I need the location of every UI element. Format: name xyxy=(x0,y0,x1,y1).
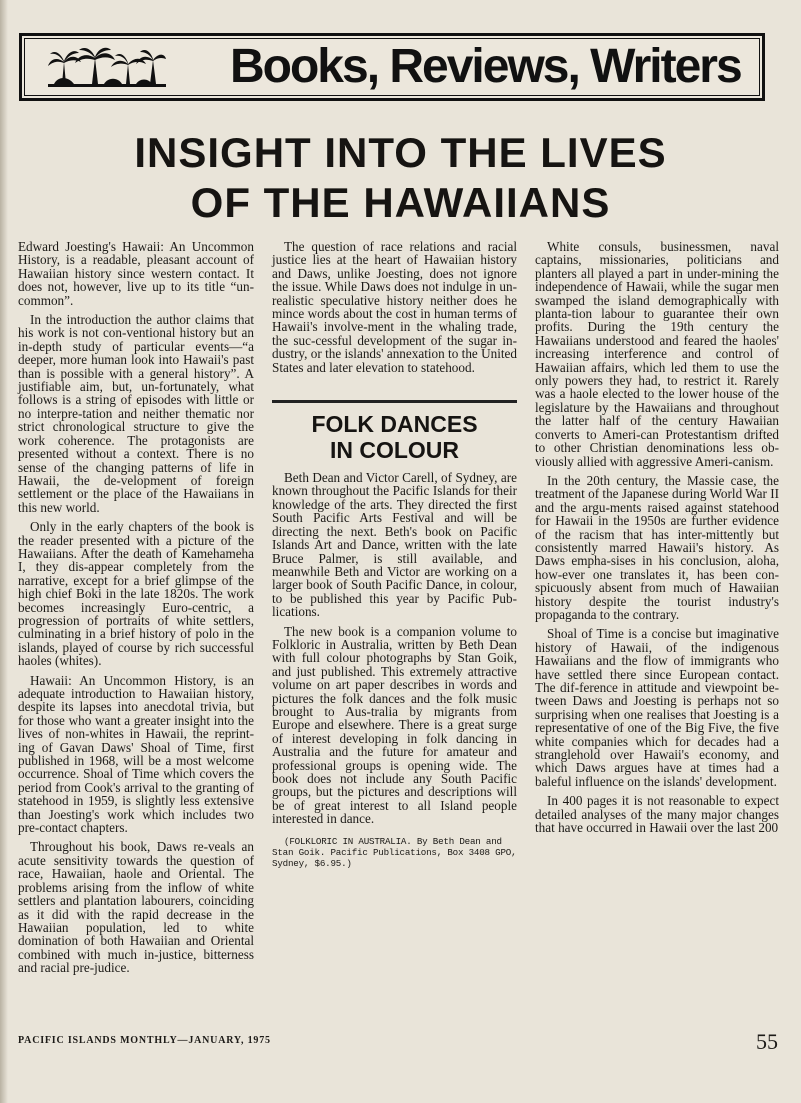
article-column-3 xyxy=(535,240,779,840)
article-headline xyxy=(0,128,801,228)
palm-trees-logo-icon xyxy=(48,46,166,90)
article-paragraph: In the introduction the author claims that his work is not con-ventional history but an in-depth study of particular events—“a deeper, more human look into Hawaii's past than is possible with a general history”. A justifiable aim, but, un-fortunately, what follows is a string of episodes with little or no interpre-tation and neither thematic nor strict chronological structure to give the work coherence. The protagonists are presented without a context. There is no sense of the changing patterns of life in Hawaii, the de-velopment of foreign settlement or the place of the Hawaiians in this new world. xyxy=(18,312,254,515)
folk-dances-headline-line-1: FOLK DANCES xyxy=(311,411,478,438)
section-masthead xyxy=(19,33,765,101)
article-column-2 xyxy=(272,240,517,869)
article-column-1 xyxy=(18,240,254,981)
article-paragraph: White consuls, businessmen, naval captains, missionaries, politicians and planters all played a part in under-mining the independence of Hawaii, while the sugar men swamped the island demographically with planta-tion labour to guarantee their own profits. During the 19th century the Hawaiians understood and feared the haoles' increasing interference and control of Hawaiian affairs, which led them to use the only powers they had, to restrict it. Rarely was a haole elected to the lower house of the legislature by the Hawaiians and throughout the latter half of the century Hawaiian converts to Ameri-can Protestantism drifted to other Christian denominations less ob-viously allied with aggressive Ameri-canism. xyxy=(535,239,779,469)
article-paragraph: Only in the early chapters of the book is the reader presented with a picture of the Hawaiians. After the death of Kamehameha I, they dis-appear completely from the narrative, except for a brief glimpse of the high chief Boki in the late 1820s. The work becomes increasingly Euro-centric, a progression of portraits of white settlers, culminating in a brief history of polo in the islands, played of course by rich successful haoles (whites). xyxy=(18,519,254,669)
section-title: Books, Reviews, Writers xyxy=(230,40,741,93)
headline-line-1: INSIGHT INTO THE LIVES xyxy=(134,129,667,176)
article-paragraph: The question of race relations and racial justice lies at the heart of Hawaiian history and Daws, unlike Joesting, does not ignore the issue. While Daws does not indulge in un-realistic speculative history neither does he mince words about the cost in human terms of Hawaii's involve-ment in the whaling trade, the suc-cessful development of the sugar in-dustry, or the islands' annexation to the United States and later elevation to statehood. xyxy=(272,239,517,375)
page-number: 55 xyxy=(756,1029,778,1054)
article-paragraph: Edward Joesting's Hawaii: An Uncommon History, is a readable, pleasant account of Hawaiian history since western contact. It does not, however, live up to its title “un-common”. xyxy=(18,239,254,308)
folk-dances-paragraph: Beth Dean and Victor Carell, of Sydney, are known throughout the Pacific Islands for their knowledge of the arts. They directed the first South Pacific Arts Festival and will be directing the next. Beth's book on Pacific Islands Art and Dance, written with the late Bruce Palmer, is still available, and meanwhile Beth and Victor are working on a larger book of South Pacific Dance, in colour, to be published this year by Pacific Pub-lications. xyxy=(272,470,517,620)
article-paragraph: Hawaii: An Uncommon History, is an adequate introduction to Hawaiian history, despite its lapses into anecdotal trivia, but for those who want a greater insight into the lives of non-whites in Hawaii, the reprint-ing of Gavan Daws' Shoal of Time, first published in 1968, will be a most welcome occurrence. Shoal of Time which covers the period from Cook's arrival to the granting of statehood in 1959, is slightly less extensive than Joesting's work which includes two pre-contact chapters. xyxy=(18,672,254,836)
folk-dances-headline-line-2: IN COLOUR xyxy=(329,437,460,464)
folk-dances-headline xyxy=(272,411,517,463)
article-paragraph: Shoal of Time is a concise but imaginative history of Hawaii, of the indigenous Hawaiians and the flow of immigrants who have settled there since European contact. The dif-ference in attitude and viewpoint be-tween Daws and Joesting is perhaps not so surprising when one realises that Joesting is a representative of one of the Big Five, the five white companies which for decades had a stranglehold over Hawaii's economy, and which Daws argues have at times had a baleful influence on the islands' development. xyxy=(535,626,779,789)
headline-line-2: OF THE HAWAIIANS xyxy=(190,179,611,226)
publication-line: PACIFIC ISLANDS MONTHLY—JANUARY, 1975 xyxy=(18,1035,271,1046)
folk-dances-paragraph: The new book is a companion volume to Folkloric in Australia, written by Beth Dean with full colour photographs by Stan Goik, and just published. This extremely attractive volume on art paper describes in words and pictures the folk dances and the folk music brought to Aus-tralia by migrants from Europe and elsewhere. There is a great surge of interest developing in folk dancing in Australia and the future for amateur and professional groups is opening wide. The book does not include any South Pacific groups, but the pictures and descriptions will be of great interest to all Island people interested in dance. xyxy=(272,623,517,827)
story-divider xyxy=(272,400,517,403)
article-paragraph: In the 20th century, the Massie case, the treatment of the Japanese during World War II and the argu-ments raised against statehood for Hawaii in the 1950s are further evidence of the racism that has inter-mittently but consistently marred Hawaii's history. As Daws empha-sises in his conclusion, aloha, how-ever one translates it, has been con-spicuously absent from much of Hawaiian history despite the tourist industry's propaganda to the contrary. xyxy=(535,472,779,622)
article-paragraph: Throughout his book, Daws re-veals an acute sensitivity towards the question of race, Hawaiian, haole and Oriental. The problems arising from the inflow of white settlers and plantation labourers, coinciding as it did with the rapid decrease in the Hawaiian population, led to white domination of both Hawaiian and Oriental combined with much in-justice, bitterness and racial pre-judice. xyxy=(18,839,254,976)
article-paragraph: In 400 pages it is not reasonable to expect detailed analyses of the many major changes that have occurred in Hawaii over the last 200 xyxy=(535,793,779,836)
book-credit: (FOLKLORIC IN AUSTRALIA. By Beth Dean and Stan Goik. Pacific Publications, Box 3408 GPO, Sydney, $6.95.) xyxy=(272,835,517,869)
